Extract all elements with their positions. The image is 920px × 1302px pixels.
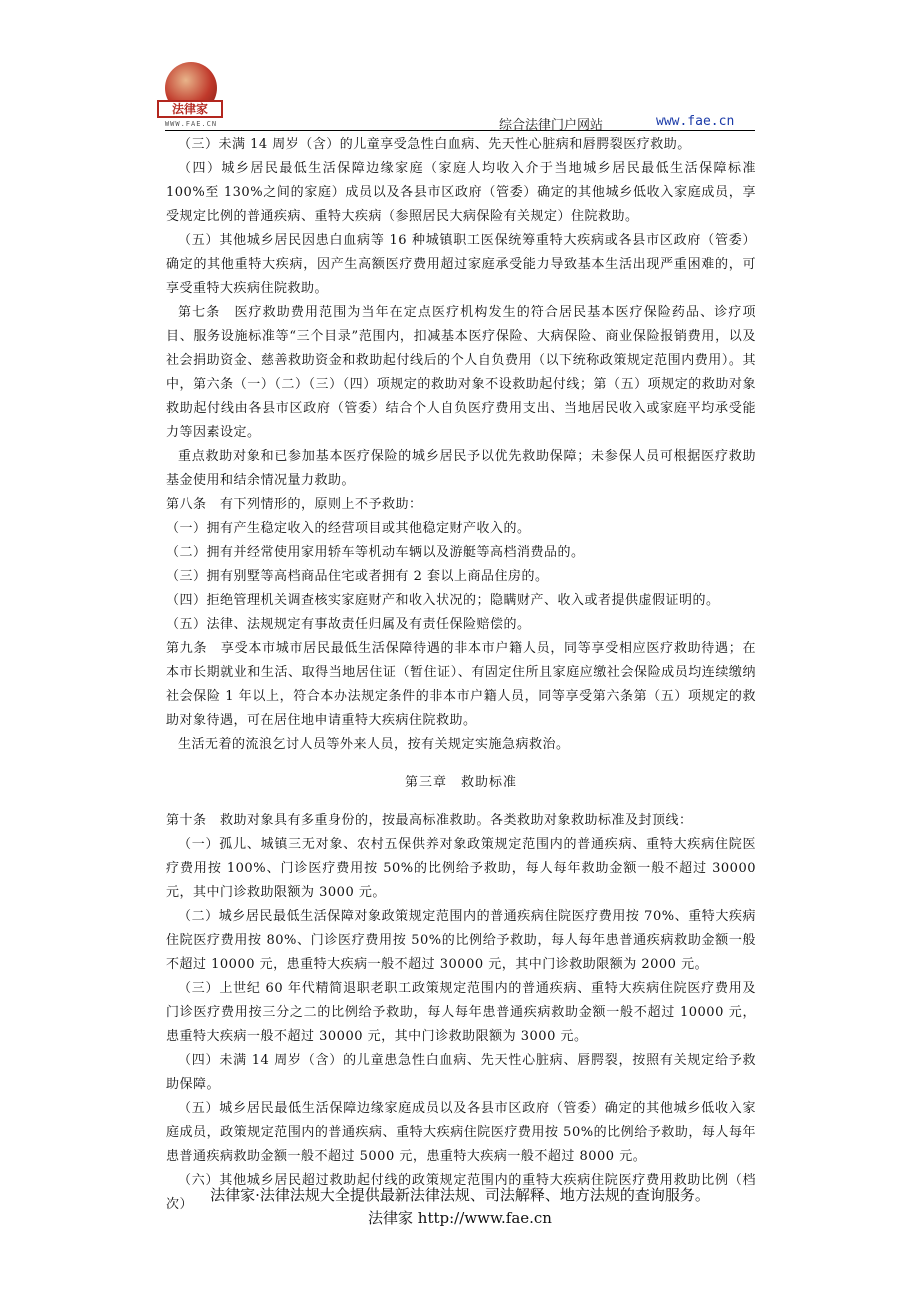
paragraph: （五）法律、法规规定有事故责任归属及有责任保险赔偿的。 <box>166 617 531 632</box>
header-divider <box>165 130 755 131</box>
paragraph: 第八条 有下列情形的，原则上不予救助： <box>166 497 423 512</box>
paragraph: （四）城乡居民最低生活保障边缘家庭（家庭人均收入介于当地城乡居民最低生活保障标准 100%至 130%之间的家庭）成员以及各县市区政府（管委）确定的其他城乡低收入家庭成员，享受规定比例的普通疾病、重特大疾病（参照居民大病保险有关规定）住院救助。 <box>166 161 756 224</box>
paragraph: （三）上世纪 60 年代精简退职老职工政策规定范围内的普通疾病、重特大疾病住院医疗费用及门诊医疗费用按三分之二的比例给予救助，每人每年患普通疾病救助金额一般不超过 10000 元，患重特大疾病一般不超过 30000 元，其中门诊救助限额为 3000 元。 <box>166 981 756 1044</box>
paragraph: （五）其他城乡居民因患白血病等 16 种城镇职工医保统筹重特大疾病或各县市区政府（管委）确定的其他重特大疾病，因产生高额医疗费用超过家庭承受能力导致基本生活出现严重困难的，可享受重特大疾病住院救助。 <box>166 233 756 296</box>
paragraph: （四）未满 14 周岁（含）的儿童患急性白血病、先天性心脏病、唇腭裂，按照有关规定给予救助保障。 <box>166 1053 756 1092</box>
paragraph: 生活无着的流浪乞讨人员等外来人员，按有关规定实施急病救治。 <box>178 737 570 752</box>
header-site-url[interactable]: www.fae.cn <box>656 114 735 129</box>
paragraph: （四）拒绝管理机关调查核实家庭财产和收入状况的；隐瞒财产、收入或者提供虚假证明的。 <box>166 593 720 608</box>
paragraph: （三）拥有别墅等高档商品住宅或者拥有 2 套以上商品住房的。 <box>166 569 549 584</box>
paragraph: （一）孤儿、城镇三无对象、农村五保供养对象政策规定范围内的普通疾病、重特大疾病住院医疗费用按 100%、门诊医疗费用按 50%的比例给予救助，每人每年救助金额一般不超过 30000 元，其中门诊救助限额为 3000 元。 <box>166 837 756 900</box>
paragraph: （二）拥有并经常使用家用轿车等机动车辆以及游艇等高档消费品的。 <box>166 545 585 560</box>
document-body <box>166 133 756 1217</box>
paragraph: 第九条 享受本市城市居民最低生活保障待遇的非本市户籍人员，同等享受相应医疗救助待遇；在本市长期就业和生活、取得当地居住证（暂住证）、有固定住所且家庭应缴社会保险成员均连续缴纳社会保险 1 年以上，符合本办法规定条件的非本市户籍人员，同等享受第六条第（五）项规定的救助对象待遇，可在居住地申请重特大疾病住院救助。 <box>166 641 756 728</box>
logo-url-text: WWW.FAE.CN <box>164 120 218 128</box>
logo-text: 法律家 <box>157 100 223 118</box>
paragraph: （五）城乡居民最低生活保障边缘家庭成员以及各县市区政府（管委）确定的其他城乡低收入家庭成员，政策规定范围内的普通疾病、重特大疾病住院医疗费用按 50%的比例给予救助，每人每年患普通疾病救助金额一般不超过 5000 元，患重特大疾病一般不超过 8000 元。 <box>166 1101 756 1164</box>
footer-tagline: 法律家·法律法规大全提供最新法律法规、司法解释、地方法规的查询服务。 <box>210 1186 710 1204</box>
header-site-name: 综合法律门户网站 <box>499 118 604 133</box>
site-logo[interactable] <box>157 62 225 130</box>
chapter-title: 第三章 救助标准 <box>404 775 517 790</box>
footer-link[interactable]: 法律家 http://www.fae.cn <box>368 1209 552 1227</box>
paragraph: （六）其他城乡居民超过救助起付线的政策规定范围内的重特大疾病住院医疗费用救助比例（档次） <box>166 1173 756 1212</box>
paragraph: （一）拥有产生稳定收入的经营项目或其他稳定财产收入的。 <box>166 521 531 536</box>
paragraph: （三）未满 14 周岁（含）的儿童享受急性白血病、先天性心脏病和唇腭裂医疗救助。 <box>178 137 691 152</box>
paragraph: 第七条 医疗救助费用范围为当年在定点医疗机构发生的符合居民基本医疗保险药品、诊疗项目、服务设施标准等“三个目录”范围内，扣减基本医疗保险、大病保险、商业保险报销费用，以及社会捐助资金、慈善救助资金和救助起付线后的个人自负费用（以下统称政策规定范围内费用）。其中，第六条（一）（二）（三）（四）项规定的救助对象不设救助起付线；第（五）项规定的救助对象救助起付线由各县市区政府（管委）结合个人自负医疗费用支出、当地居民收入或家庭平均承受能力等因素设定。 <box>166 305 756 440</box>
paragraph: 重点救助对象和已参加基本医疗保险的城乡居民予以优先救助保障；未参保人员可根据医疗救助基金使用和结余情况量力救助。 <box>166 449 756 488</box>
paragraph: 第十条 救助对象具有多重身份的，按最高标准救助。各类救助对象救助标准及封顶线： <box>166 813 693 828</box>
paragraph: （二）城乡居民最低生活保障对象政策规定范围内的普通疾病住院医疗费用按 70%、重特大疾病住院医疗费用按 80%、门诊医疗费用按 50%的比例给予救助，每人每年患普通疾病救助金额一般不超过 10000 元，患重特大疾病一般不超过 30000 元，其中门诊救助限额为 2000 元。 <box>166 909 756 972</box>
